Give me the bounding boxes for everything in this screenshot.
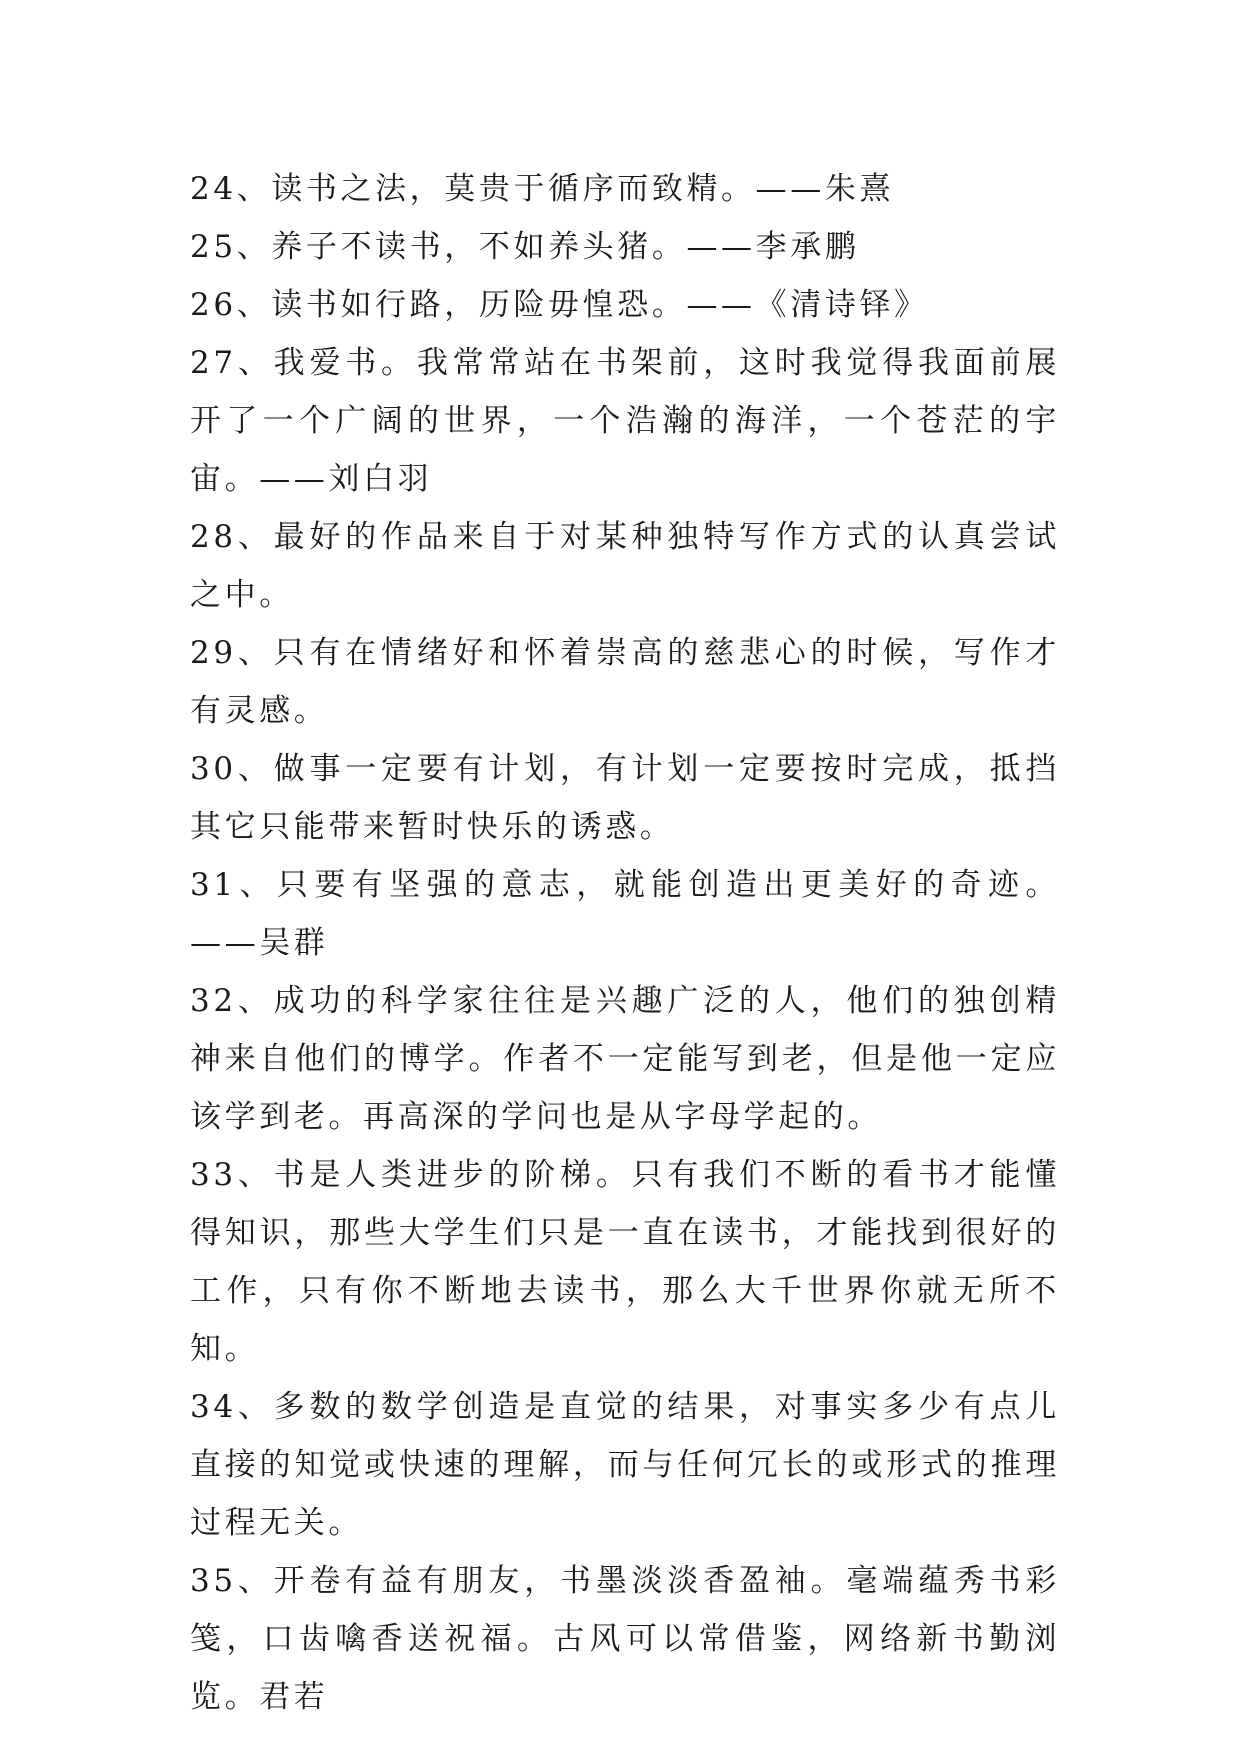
quote-entry-35: 35、开卷有益有朋友，书墨淡淡香盈袖。毫端蕴秀书彩笺，口齿噙香送祝福。古风可以常借鉴，网络新书勤浏览。君若 [190,1563,1060,1715]
quote-entry-25: 25、养子不读书，不如养头猪。——李承鹏 [190,229,860,265]
quote-entry-31: 31、只要有坚强的意志，就能创造出更美好的奇迹。——吴群 [190,867,1060,961]
quote-entry-29: 29、只有在情绪好和怀着崇高的慈悲心的时候，写作才有灵感。 [190,635,1060,729]
quote-entry-27: 27、我爱书。我常常站在书架前，这时我觉得我面前展开了一个广阔的世界，一个浩瀚的海洋，一个苍茫的宇宙。——刘白羽 [190,345,1060,497]
quote-entry-26: 26、读书如行路，历险毋惶恐。——《清诗铎》 [190,287,929,323]
quote-entry-24: 24、读书之法，莫贵于循序而致精。——朱熹 [190,171,895,207]
quote-entry-28: 28、最好的作品来自于对某种独特写作方式的认真尝试之中。 [190,519,1060,613]
quote-entry-32: 32、成功的科学家往往是兴趣广泛的人，他们的独创精神来自他们的博学。作者不一定能写到老，但是他一定应该学到老。再高深的学问也是从字母学起的。 [190,983,1060,1135]
quote-entry-30: 30、做事一定要有计划，有计划一定要按时完成，抵挡其它只能带来暂时快乐的诱惑。 [190,751,1060,845]
quote-entry-33: 33、书是人类进步的阶梯。只有我们不断的看书才能懂得知识，那些大学生们只是一直在读书，才能找到很好的工作，只有你不断地去读书，那么大千世界你就无所不知。 [190,1157,1060,1367]
quote-entry-34: 34、多数的数学创造是直觉的结果，对事实多少有点儿直接的知觉或快速的理解，而与任何冗长的或形式的推理过程无关。 [190,1389,1060,1541]
document-body [190,160,1060,1726]
